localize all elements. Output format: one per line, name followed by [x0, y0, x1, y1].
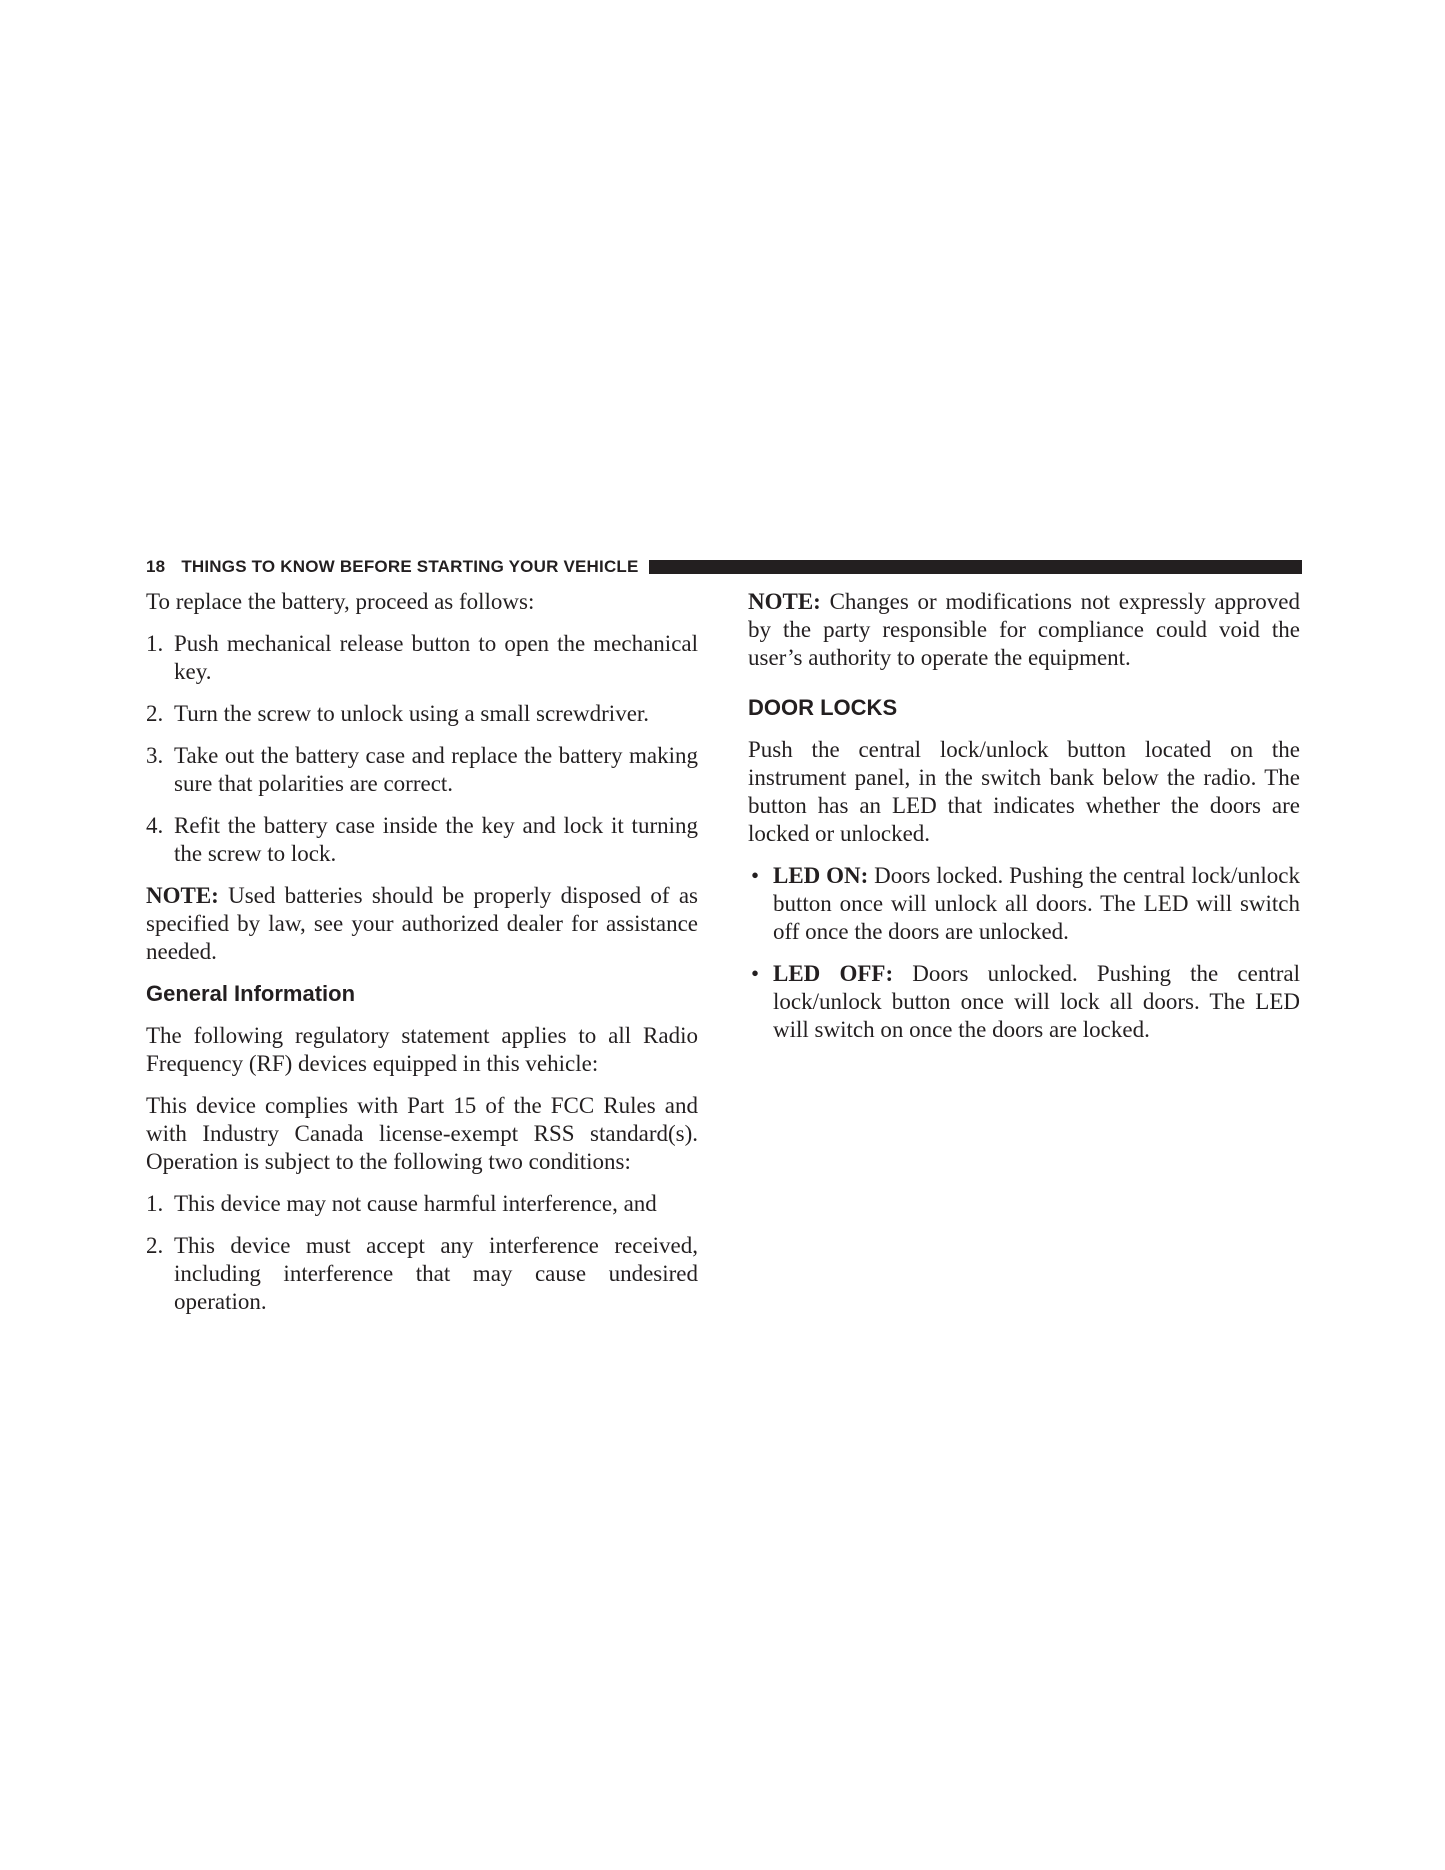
- step-number: 1.: [146, 631, 164, 656]
- note-text: Changes or modifications not expressly approved by the party responsible for compliance could void the user’s authority to operate the equipment.: [748, 589, 1300, 670]
- bullet-icon: •: [751, 863, 760, 888]
- door-locks-heading: DOOR LOCKS: [748, 695, 898, 720]
- bullet-icon: •: [751, 961, 760, 986]
- battery-intro: To replace the battery, proceed as follows:: [146, 589, 535, 614]
- condition-number: 1.: [146, 1191, 164, 1216]
- note-label: NOTE:: [748, 589, 821, 614]
- led-status-text: [773, 862, 1300, 946]
- condition-item: [146, 1232, 698, 1316]
- condition-text: This device may not cause harmful interference, and: [174, 1191, 657, 1216]
- door-locks-description: Push the central lock/unlock button located on the instrument panel, in the switch bank below the radio. The button has an LED that indicates whether the doors are locked or unlocked.: [748, 737, 1300, 846]
- section-title: THINGS TO KNOW BEFORE STARTING YOUR VEHICLE: [181, 557, 639, 576]
- battery-step: [146, 812, 698, 868]
- battery-step: [146, 630, 698, 686]
- led-status-description: Doors locked. Pushing the central lock/unlock button once will unlock all doors. The LED will switch off once the doors are unlocked.: [773, 863, 1300, 944]
- regulatory-statement: The following regulatory statement applies to all Radio Frequency (RF) devices equipped in this vehicle:: [146, 1023, 698, 1076]
- step-number: 2.: [146, 701, 164, 726]
- page-header: [146, 556, 1302, 578]
- step-text: Turn the screw to unlock using a small screwdriver.: [174, 701, 650, 726]
- page-number: 18: [146, 557, 166, 576]
- step-text: Push mechanical release button to open the mechanical key.: [174, 631, 698, 684]
- battery-note: [146, 882, 698, 966]
- modifications-note: [748, 588, 1300, 672]
- left-column: [146, 588, 698, 1330]
- fcc-compliance-text: This device complies with Part 15 of the FCC Rules and with Industry Canada license-exempt RSS standard(s). Operation is subject to the following two conditions:: [146, 1093, 698, 1174]
- step-text: Take out the battery case and replace the battery making sure that polarities are correct.: [174, 743, 698, 796]
- header-rule: [649, 560, 1302, 574]
- note-label: NOTE:: [146, 883, 219, 908]
- general-information-heading: General Information: [146, 981, 356, 1006]
- led-status-label: LED ON:: [773, 863, 869, 888]
- condition-text: This device must accept any interference received, including interference that may cause undesired operation.: [174, 1233, 698, 1314]
- led-status-description: Doors unlocked. Pushing the central lock/unlock button once will lock all doors. The LED will switch on once the doors are locked.: [773, 961, 1300, 1042]
- led-status-text: [773, 960, 1300, 1044]
- condition-number: 2.: [146, 1233, 164, 1258]
- right-column: [748, 588, 1300, 1058]
- led-status-item: [748, 862, 1300, 946]
- led-status-label: LED OFF:: [773, 961, 894, 986]
- note-text: Used batteries should be properly disposed of as specified by law, see your authorized dealer for assistance needed.: [146, 883, 698, 964]
- step-number: 3.: [146, 743, 164, 768]
- battery-step: [146, 700, 698, 728]
- led-status-item: [748, 960, 1300, 1044]
- step-number: 4.: [146, 813, 164, 838]
- condition-item: [146, 1190, 698, 1218]
- step-text: Refit the battery case inside the key and lock it turning the screw to lock.: [174, 813, 698, 866]
- battery-step: [146, 742, 698, 798]
